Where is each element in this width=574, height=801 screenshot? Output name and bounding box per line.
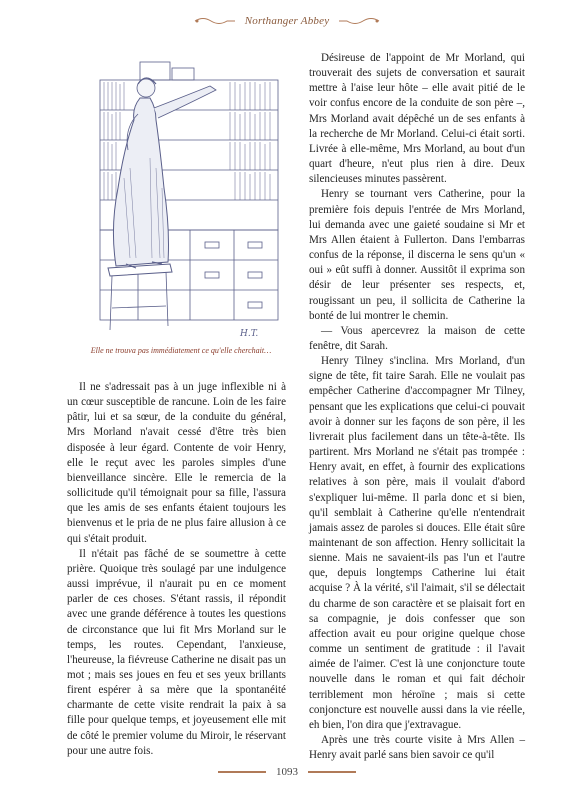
paragraph: Il ne s'adressait pas à un juge inflexible ni à un cœur susceptible de rancune. Loin de les faire pâtir, lui et sa sœur, de la conduite du général, Mrs Morland n'avait cessé d'être très bien disposée à leur égard. Contente de voir Henry, elle le reçut avec les paroles simples d'une bienveillance sincère. Elle le remercia de la sollicitude qu'il témoignait pour sa fille, l'assura que les amis de ses enfants étaient toujours les bienvenus et le pria de ne plus faire allusion à ce qui s'était produit.: [67, 381, 286, 545]
right-column-text: [309, 51, 525, 763]
paragraph: Henry Tilney s'inclina. Mrs Morland, d'un signe de tête, fit taire Sarah. Elle ne voulait pas empêcher Catherine d'accompagner Mr Tilney, pensant que les explications que celui-ci pouvait avoir à donner sur les façons de son père, il les livrerait plus facilement dans un tête-à-tête. Ils partirent. Mrs Morland ne s'était pas trompée : Henry avait, en effet, à fournir des explications relatives à son père, mais il voulait d'abord s'expliquer lui-même. Il parla donc et si bien, qu'il semblait à Catherine qu'elle n'entendrait jamais assez de paroles si douces. Elle était sûre maintenant de son affection. Henry sollicitait la sienne. Mais ne savaient-ils pas l'un et l'autre que, depuis longtemps Catherine lui était acquise ? À la vérité, s'il l'aimait, s'il se délectait du charme de son caractère et se plaisait fort en sa compagnie, je dois confesser que son affection avait eu pour origine quelque chose comme un sentiment de gratitude : il l'avait aimée de l'aimer. C'est là une conjoncture toute nouvelle dans le roman et qui fait déchoir terriblement mon héroïne ; mais si cette conjoncture est nouvelle aussi dans la vie réelle, eh bien, l'on dira que j'extravague.: [309, 355, 525, 731]
paragraph: Henry se tournant vers Catherine, pour la première fois depuis l'entrée de Mrs Morland, lui demanda avec une gaieté soudaine si Mr et Mrs Allen étaient à Fullerton. Dans l'embarras confus de la réponse, il discerna le sens qu'un « oui » eût suffi à donner. Aussitôt il exprima son désir de leur présenter ses respects, et, rougissant un peu, il sollicita de Catherine la bonté de lui montrer le chemin.: [309, 188, 525, 322]
book-title: Northanger Abbey: [244, 15, 330, 27]
paragraph: Il n'était pas fâché de se soumettre à cette prière. Quoique très soulagé par une indulgence aussi imprévue, il n'aurait pu en ce moment parler de ces choses. S'étant rassis, il répondit avec une grande déférence à toutes les questions de circonstance que lui fit Mrs Morland sur le temps, les routes. Cependant, l'anxieuse, l'heureuse, la fiévreuse Catherine ne disait pas un mot ; mais ses joues en feu et ses yeux brillants firent espérer à sa mère que la spontanéité charmante de cette visite rendrait la paix à sa fille pour quelque temps, et joyeusement elle mit de côté le premier volume du Miroir, le réservant pour une autre fois.: [67, 547, 286, 757]
left-rule-ornament-icon: [218, 770, 266, 774]
left-column-text: [67, 380, 286, 759]
paragraph: Après une très courte visite à Mrs Allen – Henry avait parlé sans bien savoir ce qu'il: [309, 734, 525, 762]
right-ornament-icon: [337, 16, 381, 26]
illustration-caption: Elle ne trouva pas immédiatement ce qu'elle cherchait…: [90, 346, 272, 355]
paragraph: Désireuse de l'appoint de Mr Morland, qui trouverait des sujets de conversation et saurait mettre à l'aise leur hôte – elle avait pitié de le voir confus encore de la conduite de son père –, Mrs Morland avait dépêché un de ses enfants à la recherche de Mr Morland. Celui-ci était sorti. Livrée à elle-même, Mrs Morland, au bout d'un quart d'heure, n'eut plus rien à dire. Deux silencieuses minutes passèrent.: [309, 52, 525, 186]
illustration-signature: H.T.: [240, 329, 259, 339]
woman-reaching-bookshelf-engraving: [80, 58, 280, 343]
page-footer: [0, 764, 574, 780]
page-number: 1093: [276, 766, 298, 778]
right-rule-ornament-icon: [308, 770, 356, 774]
running-header: [0, 12, 574, 30]
paragraph: — Vous apercevrez la maison de cette fenêtre, dit Sarah.: [309, 324, 525, 352]
left-ornament-icon: [193, 16, 237, 26]
